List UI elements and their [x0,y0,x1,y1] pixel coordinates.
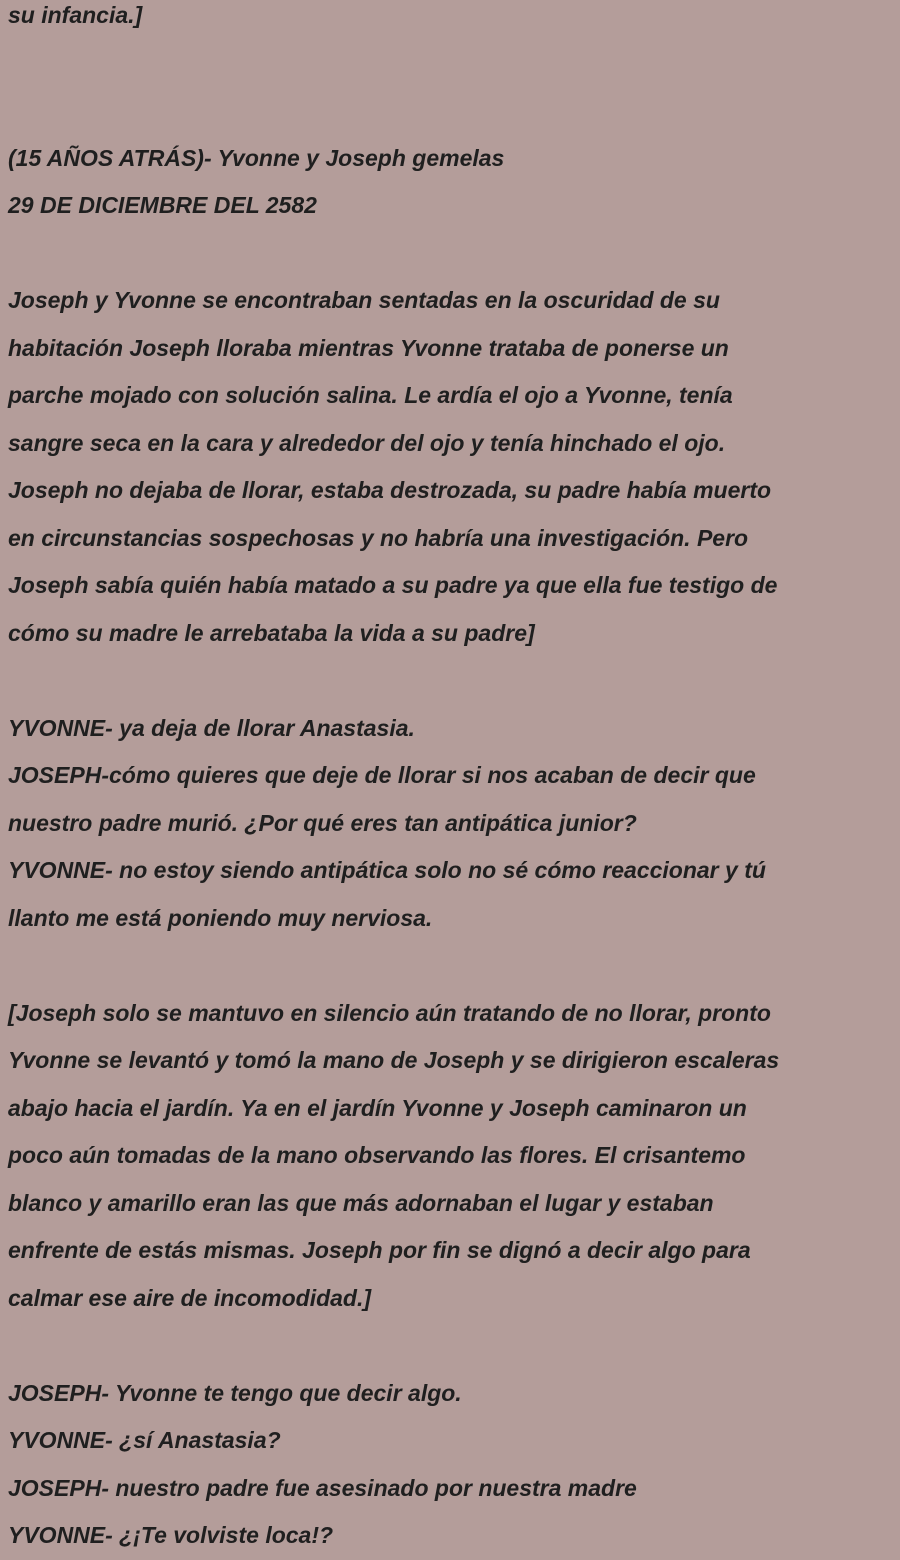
paragraph-line: cómo su madre le arrebataba la vida a su padre] [8,619,535,646]
dialogue-line: YVONNE- ya deja de llorar Anastasia. [8,714,415,741]
date-heading: 29 DE DICIEMBRE DEL 2582 [8,192,317,218]
dialogue-line: JOSEPH- nuestro padre fue asesinado por nuestra madre [8,1474,637,1501]
dialogue-block-1 [8,705,892,943]
paragraph-line: Joseph y Yvonne se encontraban sentadas en la oscuridad de su [8,287,720,313]
blank-line [8,942,892,990]
paragraph-line: en circunstancias sospechosas y no habría una investigación. Pero [8,524,749,551]
paragraph-line: [Joseph solo se mantuvo en silencio aún tratando de no llorar, pronto [8,999,771,1026]
paragraph-line: calmar ese aire de incomodidad.] [8,1284,372,1311]
dialogue-line: JOSEPH- Yvonne te tengo que decir algo. [8,1379,462,1406]
dialogue-line: YVONNE- ¿¡Te volviste loca!? [8,1522,334,1548]
paragraph-line: poco aún tomadas de la mano observando las flores. El crisantemo [8,1142,746,1168]
opening-fragment: su infancia.] [8,2,143,28]
blank-line [8,87,892,135]
blank-line [8,1322,892,1370]
blank-line [8,657,892,705]
paragraph-line: parche mojado con solución salina. Le ardía el ojo a Yvonne, tenía [8,382,733,408]
dialogue-line: llanto me está poniendo muy nerviosa. [8,904,433,931]
dialogue-line: nuestro padre murió. ¿Por qué eres tan antipática junior? [8,809,637,836]
paragraph-line: Joseph sabía quién había matado a su padre ya que ella fue testigo de [8,572,778,598]
paragraph-line: habitación Joseph lloraba mientras Yvonne trataba de ponerse un [8,334,729,361]
narration-paragraph-1 [8,277,892,657]
dialogue-block-2 [8,1370,892,1560]
dialogue-line: YVONNE- no estoy siendo antipática solo no sé cómo reaccionar y tú [8,857,766,883]
paragraph-line: sangre seca en la cara y alrededor del ojo y tenía hinchado el ojo. [8,429,726,456]
narration-paragraph-2 [8,990,892,1323]
paragraph-line: abajo hacia el jardín. Ya en el jardín Yvonne y Joseph caminaron un [8,1094,747,1121]
paragraph-line: blanco y amarillo eran las que más adornaban el lugar y estaban [8,1189,714,1216]
blank-line [8,230,892,278]
dialogue-line: JOSEPH-cómo quieres que deje de llorar si nos acaban de decir que [8,762,756,788]
flashback-heading: (15 AÑOS ATRÁS)- Yvonne y Joseph gemelas [8,144,505,171]
paragraph-line: enfrente de estás mismas. Joseph por fin se dignó a decir algo para [8,1237,751,1263]
dialogue-line: YVONNE- ¿sí Anastasia? [8,1427,281,1453]
paragraph-line: Joseph no dejaba de llorar, estaba destrozada, su padre había muerto [8,477,772,503]
blank-line [8,40,892,88]
paragraph-line: Yvonne se levantó y tomó la mano de Joseph y se dirigieron escaleras [8,1047,780,1073]
